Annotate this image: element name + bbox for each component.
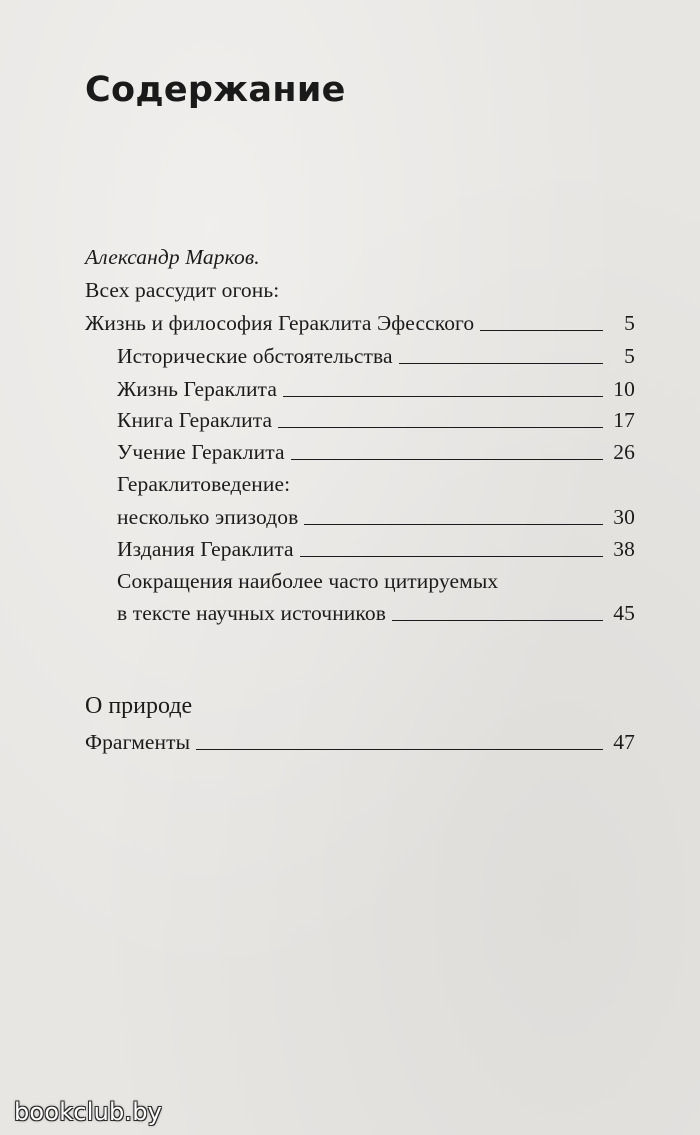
- toc-entry-title: Жизнь Гераклита: [117, 377, 277, 401]
- toc-entry-page: 45: [613, 601, 635, 625]
- toc-entry-title: Учение Гераклита: [117, 440, 285, 464]
- dotted-leader: [304, 523, 603, 525]
- toc-entry[interactable]: [117, 437, 635, 467]
- toc-entry-page: 26: [613, 440, 635, 464]
- toc-entry-title[interactable]: Сокращения наиболее часто цитируемых: [117, 569, 499, 593]
- toc-entry-title: Исторические обстоятельства: [117, 344, 393, 368]
- toc-entry[interactable]: [117, 405, 635, 435]
- toc-entry-title: Фрагменты: [85, 730, 191, 754]
- toc-entry-page: 38: [613, 537, 635, 561]
- section-title: О природе: [85, 693, 193, 719]
- dotted-leader: [278, 426, 603, 428]
- dotted-leader: [300, 555, 603, 557]
- toc-entry[interactable]: [117, 502, 635, 532]
- toc-entry[interactable]: [85, 308, 635, 338]
- toc-entry[interactable]: [117, 598, 635, 628]
- toc-entry-title: Жизнь и философия Гераклита Эфесского: [85, 311, 475, 335]
- dotted-leader: [392, 619, 603, 621]
- toc-entry-title: Книга Гераклита: [117, 408, 273, 432]
- toc-entry[interactable]: [117, 341, 635, 371]
- toc-entry-title[interactable]: Гераклитоведение:: [117, 472, 291, 496]
- dotted-leader: [291, 458, 603, 460]
- toc-entry-page: 10: [613, 377, 635, 401]
- dotted-leader: [480, 329, 603, 331]
- toc-entry-page: 5: [624, 344, 635, 368]
- toc-entry-page: 17: [613, 408, 635, 432]
- toc-entry-title: в тексте научных источников: [117, 601, 386, 625]
- essay-title-line: Всех рассудит огонь:: [85, 278, 280, 302]
- watermark: bookclub.by: [14, 1098, 163, 1126]
- toc-entry-title: Издания Гераклита: [117, 537, 294, 561]
- toc-entry-title: несколько эпизодов: [117, 505, 299, 529]
- dotted-leader: [283, 395, 603, 397]
- essay-author: Александр Марков.: [85, 245, 260, 269]
- toc-entry-page: 47: [613, 730, 635, 754]
- toc-entry[interactable]: [85, 727, 635, 757]
- toc-entry[interactable]: [117, 374, 635, 404]
- dotted-leader: [399, 362, 603, 364]
- toc-entry-page: 5: [624, 311, 635, 335]
- toc-entry-page: 30: [613, 505, 635, 529]
- dotted-leader: [196, 748, 603, 750]
- toc-entry[interactable]: [117, 534, 635, 564]
- page-title: Содержание: [85, 70, 346, 110]
